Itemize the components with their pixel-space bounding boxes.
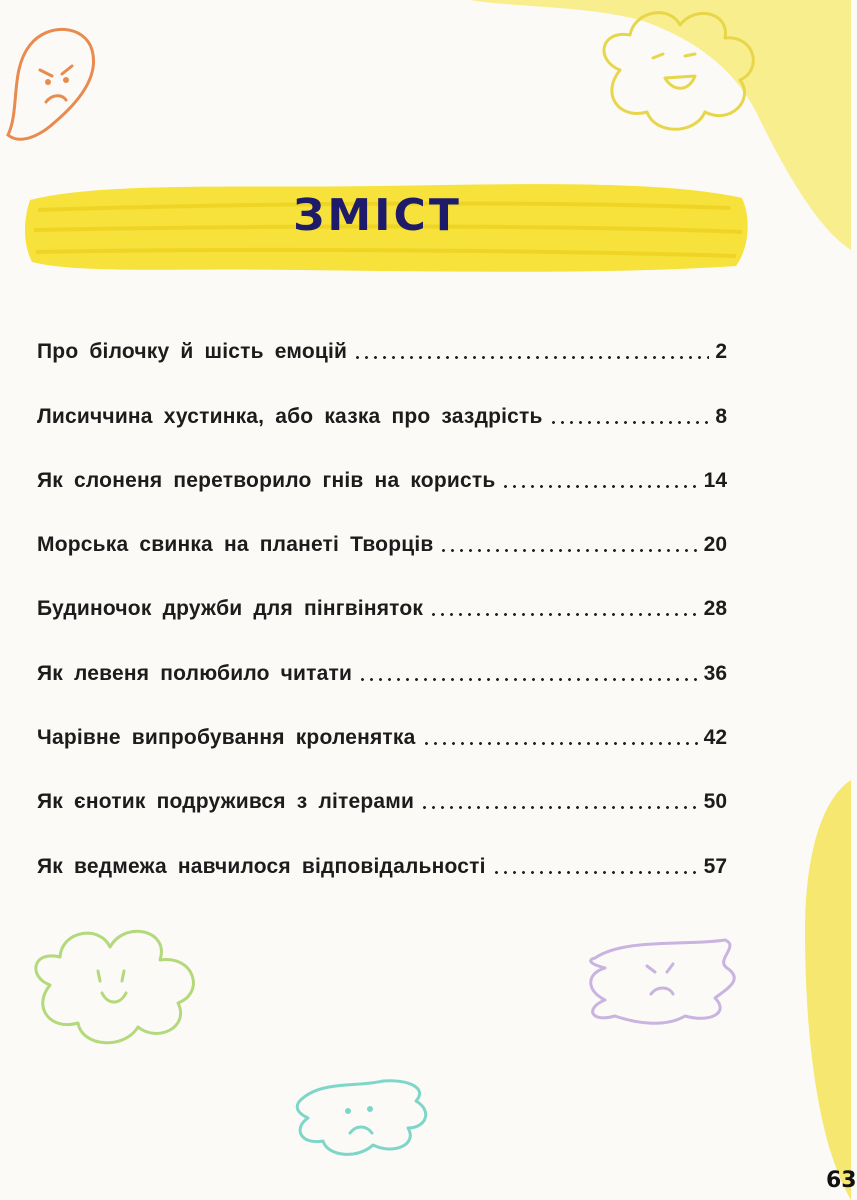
toc-entry-page: 57: [703, 854, 727, 878]
toc-leader-dots: [429, 613, 698, 616]
toc-entry-page: 50: [703, 790, 727, 814]
toc-leader-dots: [492, 871, 698, 874]
toc-entry-title: Про білочку й шість емоцій: [37, 340, 348, 364]
toc-entry-page: 8: [715, 404, 727, 428]
toc-entry-page: 36: [703, 661, 727, 685]
happy-cloud-icon: [585, 0, 775, 150]
page-title: ЗМІСТ: [293, 190, 462, 241]
toc-leader-dots: [420, 806, 698, 809]
toc-leader-dots: [501, 485, 697, 488]
toc-entry-title: Морська свинка на планеті Творців: [37, 533, 434, 557]
toc-entry: [37, 686, 727, 750]
toc-entry: [37, 557, 727, 621]
table-of-contents: [37, 300, 727, 879]
toc-entry-title: Як слоненя перетворило гнів на користь: [37, 468, 496, 492]
toc-entry-page: 42: [703, 726, 727, 750]
toc-entry-page: 28: [703, 597, 727, 621]
toc-entry-title: Будиночок дружби для пінгвіняток: [37, 597, 424, 621]
angry-ghost-icon: [0, 10, 120, 170]
toc-entry: [37, 364, 727, 428]
toc-entry-page: 20: [703, 533, 727, 557]
smiling-cloud-icon: [20, 915, 220, 1055]
page-number: 63: [826, 1168, 857, 1193]
toc-entry: [37, 621, 727, 685]
sad-puddle-icon: [575, 928, 745, 1038]
toc-entry: [37, 750, 727, 814]
toc-entry-title: Як левеня полюбило читати: [37, 661, 353, 685]
toc-entry: [37, 429, 727, 493]
toc-entry-page: 2: [715, 340, 727, 364]
toc-entry: [37, 493, 727, 557]
toc-leader-dots: [439, 549, 697, 552]
toc-entry-title: Як ведмежа навчилося відповідальності: [37, 854, 486, 878]
toc-leader-dots: [358, 678, 698, 681]
toc-leader-dots: [549, 421, 710, 424]
toc-entry: [37, 814, 727, 878]
toc-entry: [37, 300, 727, 364]
sad-splash-icon: [288, 1073, 438, 1163]
toc-entry-title: Чарівне випробування кроленятка: [37, 726, 416, 750]
toc-leader-dots: [422, 742, 698, 745]
toc-leader-dots: [353, 356, 709, 359]
toc-entry-title: Лисиччина хустинка, або казка про заздрість: [37, 404, 543, 428]
toc-entry-page: 14: [703, 468, 727, 492]
toc-entry-title: Як єнотик подружився з літерами: [37, 790, 415, 814]
